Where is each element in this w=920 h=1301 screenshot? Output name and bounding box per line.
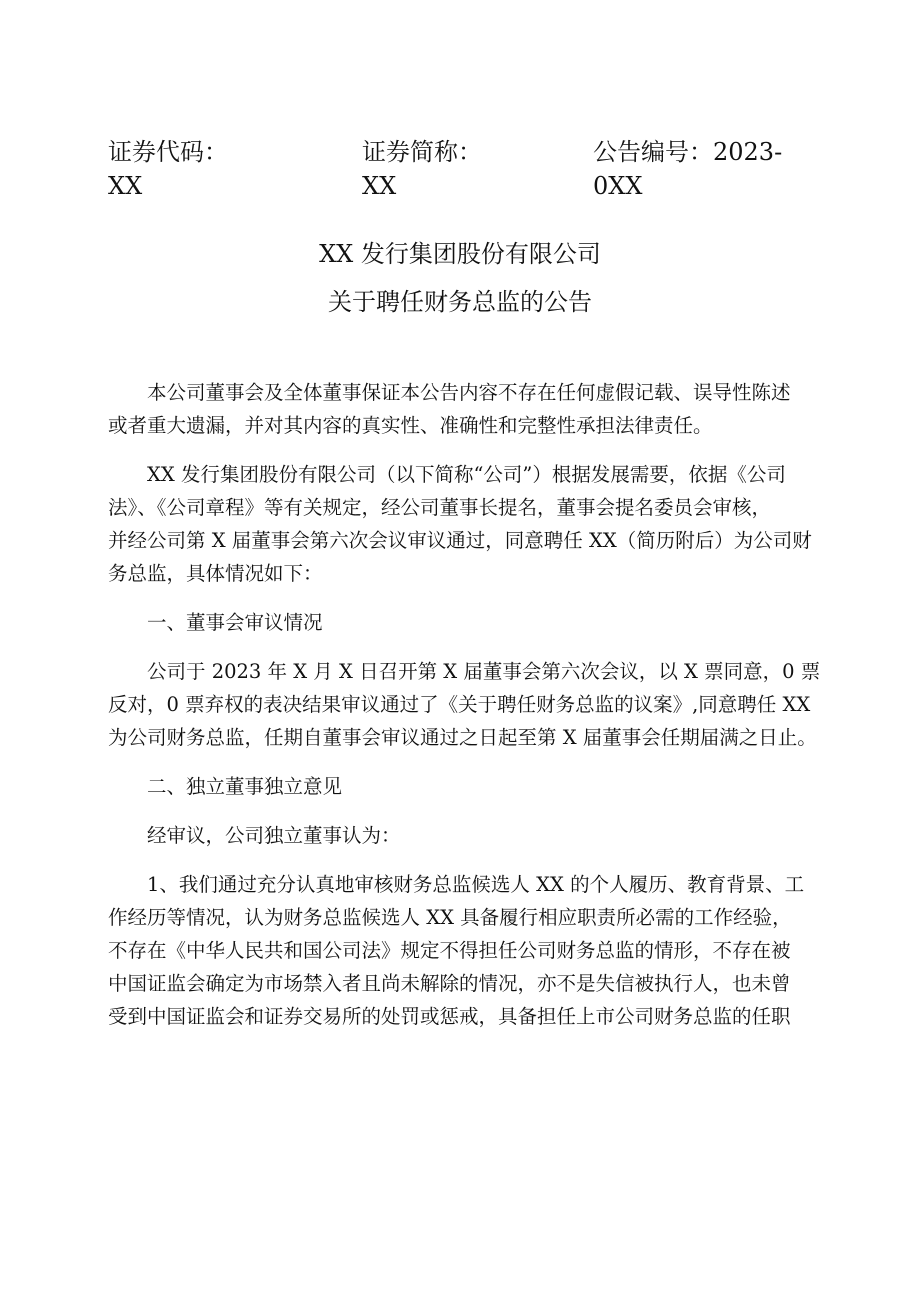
- stock-code-label: 证券代码：: [108, 138, 228, 166]
- text-line: 并经公司第 X 届董事会第六次会议审议通过，同意聘任 XX（简历附后）为公司财: [108, 529, 812, 552]
- notice-number-label: 公告编号：2023-: [593, 138, 783, 166]
- text-line: 不存在《中华人民共和国公司法》规定不得担任公司财务总监的情形，不存在被: [108, 939, 791, 962]
- stock-abbr-block: [362, 136, 482, 202]
- text-line: 务总监，具体情况如下：: [108, 562, 323, 585]
- notice-number-value: 0XX: [593, 172, 643, 200]
- paragraph-opinion-1: [108, 868, 822, 1033]
- paragraph-declaration: [108, 376, 822, 442]
- text-line: 作经历等情况，认为财务总监候选人 XX 具备履行相应职责所必需的工作经验，: [108, 906, 792, 929]
- text-line: 或者重大遗漏，并对其内容的真实性、准确性和完整性承担法律责任。: [108, 414, 713, 437]
- section-heading-independent-opinion: 二、独立董事独立意见: [147, 775, 343, 798]
- text-line: 公司于 2023 年 X 月 X 日召开第 X 届董事会第六次会议，以 X 票同意，0 票: [147, 660, 821, 683]
- text-line: 1、我们通过充分认真地审核财务总监候选人 XX 的个人履历、教育背景、工: [147, 873, 805, 896]
- stock-abbr-label: 证券简称：: [362, 138, 482, 166]
- notice-body: [108, 376, 822, 1033]
- paragraph-appointment: [108, 458, 822, 590]
- paragraph-board-meeting: [108, 655, 822, 754]
- company-title: XX 发行集团股份有限公司: [319, 240, 601, 268]
- text-line: 为公司财务总监，任期自董事会审议通过之日起至第 X 届董事会任期届满之日止。: [108, 726, 817, 749]
- paragraph-review-intro: 经审议，公司独立董事认为：: [147, 824, 401, 847]
- stock-code-value: XX: [108, 172, 143, 200]
- text-line: 本公司董事会及全体董事保证本公告内容不存在任何虚假记载、误导性陈述: [147, 381, 791, 404]
- text-line: 中国证监会确定为市场禁入者且尚未解除的情况，亦不是失信被执行人，也未曾: [108, 972, 791, 995]
- text-line: 反对，0 票弃权的表决结果审议通过了《关于聘任财务总监的议案》,同意聘任 XX: [108, 693, 811, 716]
- stock-abbr-value: XX: [362, 172, 397, 200]
- text-line: 受到中国证监会和证券交易所的处罚或惩戒，具备担任上市公司财务总监的任职: [108, 1005, 791, 1028]
- stock-code-block: [108, 136, 228, 202]
- section-heading-board-review: 一、董事会审议情况: [147, 611, 323, 634]
- text-line: XX 发行集团股份有限公司（以下简称“公司”）根据发展需要，依据《公司: [147, 463, 786, 486]
- notice-number-block: [593, 136, 782, 202]
- notice-subject-title: 关于聘任财务总监的公告: [328, 288, 592, 316]
- text-line: 法》、《公司章程》等有关规定，经公司董事长提名，董事会提名委员会审核，: [108, 496, 772, 519]
